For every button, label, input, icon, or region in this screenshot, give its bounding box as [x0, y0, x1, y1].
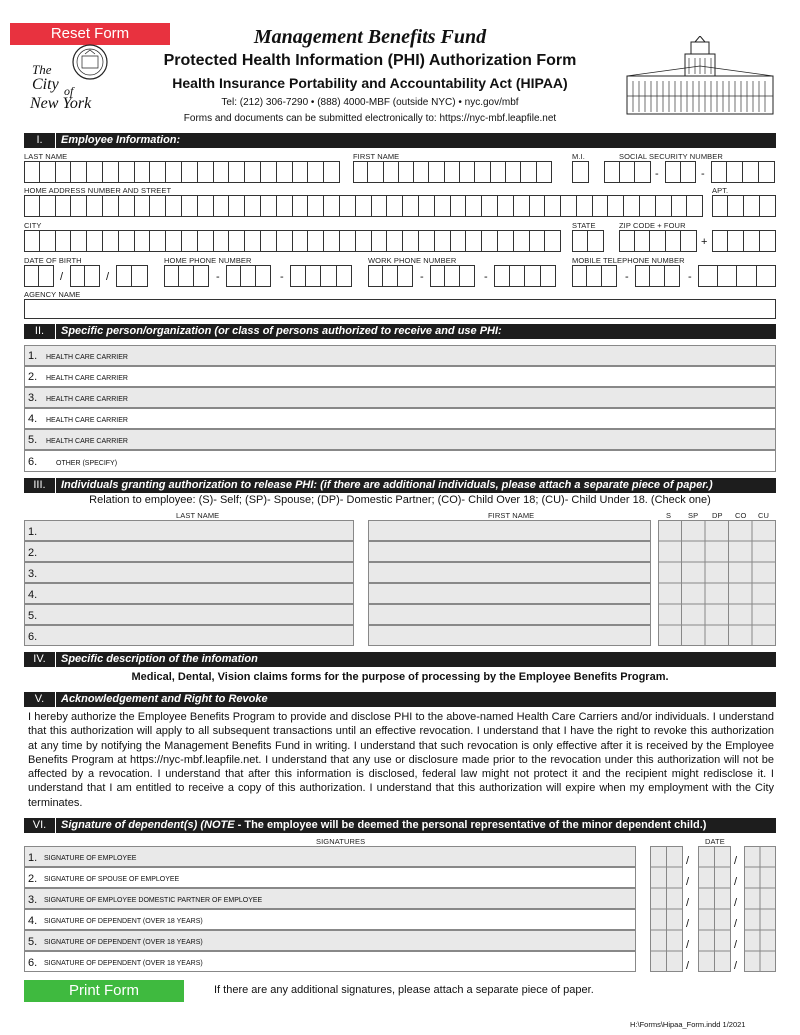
city-label: CITY — [24, 221, 42, 230]
carrier-row-6[interactable] — [24, 450, 776, 472]
state-label: STATE — [572, 221, 596, 230]
city-hall-building-icon — [625, 36, 775, 118]
col-rel-sp: SP — [688, 511, 699, 520]
individual-first-name-6[interactable] — [368, 625, 651, 646]
print-form-button[interactable]: Print Form — [24, 980, 184, 1002]
form-subtitle: Health Insurance Portability and Accountability Act (HIPAA) — [172, 75, 568, 91]
work-phone-area-input[interactable] — [368, 265, 413, 287]
ssn-part3-input[interactable] — [711, 161, 775, 183]
section-4-number: IV. — [24, 652, 56, 667]
additional-signatures-note: If there are any additional signatures, please attach a separate piece of paper. — [214, 984, 594, 996]
col-signatures: SIGNATURES — [316, 837, 366, 846]
date-slashes-2 — [734, 851, 737, 977]
date-slash: / — [686, 897, 690, 909]
signature-row-3-number: 3. — [28, 894, 38, 906]
apt-input[interactable] — [712, 195, 776, 217]
section-4-header — [24, 652, 776, 667]
mobile-label: MOBILE TELEPHONE NUMBER — [572, 256, 685, 265]
carrier-row-1-number: 1. — [28, 350, 38, 362]
carrier-row-2-label: HEALTH CARE CARRIER — [46, 375, 128, 382]
home-phone-line-input[interactable] — [290, 265, 352, 287]
section-6-number: VI. — [24, 818, 56, 833]
dob-year-input[interactable] — [116, 265, 148, 287]
section-1-title: Employee Information: — [61, 134, 181, 146]
ssn-part2-input[interactable] — [665, 161, 696, 183]
signature-row-1-label: SIGNATURE OF EMPLOYEE — [44, 855, 137, 862]
individual-last-name-2[interactable] — [24, 541, 354, 562]
col-last-name: LAST NAME — [176, 511, 220, 520]
dob-slash-1: / — [60, 271, 64, 283]
section-2-title: Specific person/organization (or class of persons authorized to receive and use PHI: — [61, 325, 502, 337]
signature-row-6-number: 6. — [28, 957, 38, 969]
logo-the: The — [32, 62, 52, 77]
date-slash: / — [686, 876, 690, 888]
carrier-row-3[interactable] — [24, 387, 776, 408]
section-5-header — [24, 692, 776, 707]
section-6-title: Signature of dependent(s) — [61, 819, 198, 831]
section-6-note-bold: (NOTE — [200, 819, 235, 831]
col-rel-cu: CU — [758, 511, 770, 520]
signature-row-1-number: 1. — [28, 852, 38, 864]
home-phone-prefix-input[interactable] — [226, 265, 271, 287]
individual-first-name-5[interactable] — [368, 604, 651, 625]
date-slash: / — [734, 918, 738, 930]
section-3-header — [24, 478, 776, 493]
date-slash: / — [686, 960, 690, 972]
individual-row-2-number: 2. — [28, 547, 38, 559]
fund-name: Management Benefits Fund — [253, 26, 487, 48]
individual-row-6-number: 6. — [28, 631, 38, 643]
apt-label: APT. — [712, 186, 729, 195]
first-name-input[interactable] — [353, 161, 552, 183]
carrier-row-4[interactable] — [24, 408, 776, 429]
individual-row-5-number: 5. — [28, 610, 38, 622]
ssn-part1-input[interactable] — [604, 161, 651, 183]
section-5-number: V. — [24, 692, 56, 707]
carrier-row-5[interactable] — [24, 429, 776, 450]
date-slash: / — [734, 897, 738, 909]
section-5-title: Acknowledgement and Right to Revoke — [61, 693, 268, 705]
mobile-dash-1: - — [625, 271, 629, 283]
carrier-row-4-label: HEALTH CARE CARRIER — [46, 417, 128, 424]
date-slash: / — [686, 855, 690, 867]
carrier-row-5-label: HEALTH CARE CARRIER — [46, 438, 128, 445]
logo-city: City — [32, 76, 59, 93]
work-phone-label: WORK PHONE NUMBER — [368, 256, 457, 265]
individual-first-name-2[interactable] — [368, 541, 651, 562]
individual-first-name-1[interactable] — [368, 520, 651, 541]
carrier-row-1-label: HEALTH CARE CARRIER — [46, 354, 128, 361]
address-input[interactable] — [24, 195, 703, 217]
file-reference: H:\Forms\Hipaa_Form.indd 1/2021 — [630, 1020, 746, 1029]
individual-row-1-number: 1. — [28, 526, 38, 538]
date-day-grid[interactable] — [698, 846, 731, 972]
col-rel-dp: DP — [712, 511, 723, 520]
mi-input[interactable] — [572, 161, 589, 183]
mobile-line-input[interactable] — [698, 265, 776, 287]
date-slash: / — [686, 939, 690, 951]
section-2-number: II. — [24, 324, 56, 339]
state-input[interactable] — [572, 230, 604, 252]
dob-label: DATE OF BIRTH — [24, 256, 82, 265]
col-date: DATE — [705, 837, 725, 846]
dob-day-input[interactable] — [70, 265, 100, 287]
section-1-header — [24, 133, 776, 148]
signature-row-3-label: SIGNATURE OF EMPLOYEE DOMESTIC PARTNER OF EMPLOYEE — [44, 897, 263, 904]
relation-legend: Relation to employee: (S)- Self; (SP)- Spouse; (DP)- Domestic Partner; (CO)- Child Over 18; (CU)- Child Under 18. (Check one) — [89, 494, 711, 506]
submit-note: Forms and documents can be submitted electronically to: https://nyc-mbf.leapfile.net — [183, 113, 557, 124]
section-2-header — [24, 324, 776, 339]
home-phone-area-input[interactable] — [164, 265, 209, 287]
carrier-row-1[interactable] — [24, 345, 776, 366]
individual-last-name-6[interactable] — [24, 625, 354, 646]
carrier-row-2[interactable] — [24, 366, 776, 387]
agency-input[interactable] — [24, 299, 776, 319]
home-phone-dash-1: - — [216, 271, 220, 283]
signature-row-4-number: 4. — [28, 915, 38, 927]
agency-label: AGENCY NAME — [24, 290, 81, 299]
work-phone-prefix-input[interactable] — [430, 265, 475, 287]
ssn-dash-2: - — [701, 168, 705, 180]
date-slashes-1 — [686, 851, 689, 977]
individual-last-name-4[interactable] — [24, 583, 354, 604]
zip-label: ZIP CODE + FOUR — [619, 221, 686, 230]
individual-last-name-5[interactable] — [24, 604, 354, 625]
ssn-label: SOCIAL SECURITY NUMBER — [619, 152, 723, 161]
ssn-dash-1: - — [655, 168, 659, 180]
col-rel-co: CO — [735, 511, 747, 520]
col-rel-s: S — [666, 511, 672, 520]
first-name-label: FIRST NAME — [353, 152, 400, 161]
logo-new-york: New York — [30, 95, 92, 112]
individual-last-name-3[interactable] — [24, 562, 354, 583]
dob-slash-2: / — [106, 271, 110, 283]
section-6-note: - The employee will be deemed the personal representative of the minor dependent child.) — [234, 819, 707, 831]
mobile-dash-2: - — [688, 271, 692, 283]
contact-info: Tel: (212) 306-7290 • (888) 4000-MBF (outside NYC) • nyc.gov/mbf — [221, 97, 519, 108]
dob-month-input[interactable] — [24, 265, 54, 287]
carrier-row-5-number: 5. — [28, 434, 38, 446]
date-slash: / — [686, 918, 690, 930]
signature-row-4-label: SIGNATURE OF DEPENDENT (OVER 18 YEARS) — [44, 918, 203, 925]
work-phone-dash-1: - — [420, 271, 424, 283]
last-name-label: LAST NAME — [24, 152, 68, 161]
section-6-header — [24, 818, 776, 833]
city-of-new-york-logo — [28, 42, 120, 114]
acknowledgement-text: I hereby authorize the Employee Benefits Program to provide and disclose PHI to the above-named Health Care Carriers and/or individuals. I understand that this authorization will apply to all subsequent transactions until an effective revocation. I understand that I have the right to revoke this authorization at any time by notifying the Management Benefits Fund in writing. I understand that such revocation is only effective after it is received by the Employee Benefits Program at https://nyc-mbf.leapfile.net. I understand that any use or disclosure made prior to the revocation under this authorization will not be affected by a revocation. I understand that after this information is disclosed, federal law might not protect it and the recipient might redisclose it. I understand that I am entitled to receive a copy of this authorization. I understand that this authorization will expire when my employment with the City terminates. — [28, 711, 774, 809]
section-1-number: I. — [24, 133, 56, 148]
mobile-prefix-input[interactable] — [635, 265, 680, 287]
section-4-title: Specific description of the infomation — [61, 653, 258, 665]
carrier-row-3-number: 3. — [28, 392, 38, 404]
last-name-input[interactable] — [24, 161, 340, 183]
home-phone-dash-2: - — [280, 271, 284, 283]
address-label: HOME ADDRESS NUMBER AND STREET — [24, 186, 172, 195]
zip-input[interactable] — [619, 230, 697, 252]
signature-row-6-label: SIGNATURE OF DEPENDENT (OVER 18 YEARS) — [44, 960, 203, 967]
carrier-row-6-number: 6. — [28, 456, 38, 468]
home-phone-label: HOME PHONE NUMBER — [164, 256, 252, 265]
individual-last-name-1[interactable] — [24, 520, 354, 541]
reset-form-button[interactable]: Reset Form — [10, 23, 170, 45]
zip-plus-four-input[interactable] — [712, 230, 776, 252]
work-phone-line-input[interactable] — [494, 265, 556, 287]
city-input[interactable] — [24, 230, 561, 252]
individual-row-4-number: 4. — [28, 589, 38, 601]
zip-plus: + — [701, 236, 708, 248]
mi-label: M.I. — [572, 152, 585, 161]
relation-checkbox-grid[interactable] — [658, 520, 776, 646]
date-slash: / — [734, 876, 738, 888]
date-slash: / — [734, 855, 738, 867]
section-3-number: III. — [24, 478, 56, 493]
carrier-row-2-number: 2. — [28, 371, 38, 383]
information-description: Medical, Dental, Vision claims forms for the purpose of processing by the Employee Benefits Program. — [131, 671, 669, 683]
work-phone-dash-2: - — [484, 271, 488, 283]
signature-row-5-label: SIGNATURE OF DEPENDENT (OVER 18 YEARS) — [44, 939, 203, 946]
signature-row-2-number: 2. — [28, 873, 38, 885]
individual-first-name-4[interactable] — [368, 583, 651, 604]
carrier-row-4-number: 4. — [28, 413, 38, 425]
carrier-row-3-label: HEALTH CARE CARRIER — [46, 396, 128, 403]
mobile-area-input[interactable] — [572, 265, 617, 287]
col-first-name: FIRST NAME — [488, 511, 535, 520]
logo-of: of — [64, 84, 74, 98]
date-slash: / — [734, 939, 738, 951]
date-slash: / — [734, 960, 738, 972]
signature-row-2-label: SIGNATURE OF SPOUSE OF EMPLOYEE — [44, 876, 180, 883]
signature-row-5-number: 5. — [28, 936, 38, 948]
date-year-grid[interactable] — [744, 846, 776, 972]
carrier-row-6-label: OTHER (SPECIFY) — [56, 460, 118, 467]
section-3-title: Individuals granting authorization to release PHI: (if there are additional individuals, please attach a separate piece of paper.) — [61, 479, 713, 491]
date-month-grid[interactable] — [650, 846, 683, 972]
individual-row-3-number: 3. — [28, 568, 38, 580]
individual-first-name-3[interactable] — [368, 562, 651, 583]
form-title: Protected Health Information (PHI) Authorization Form — [163, 52, 577, 69]
